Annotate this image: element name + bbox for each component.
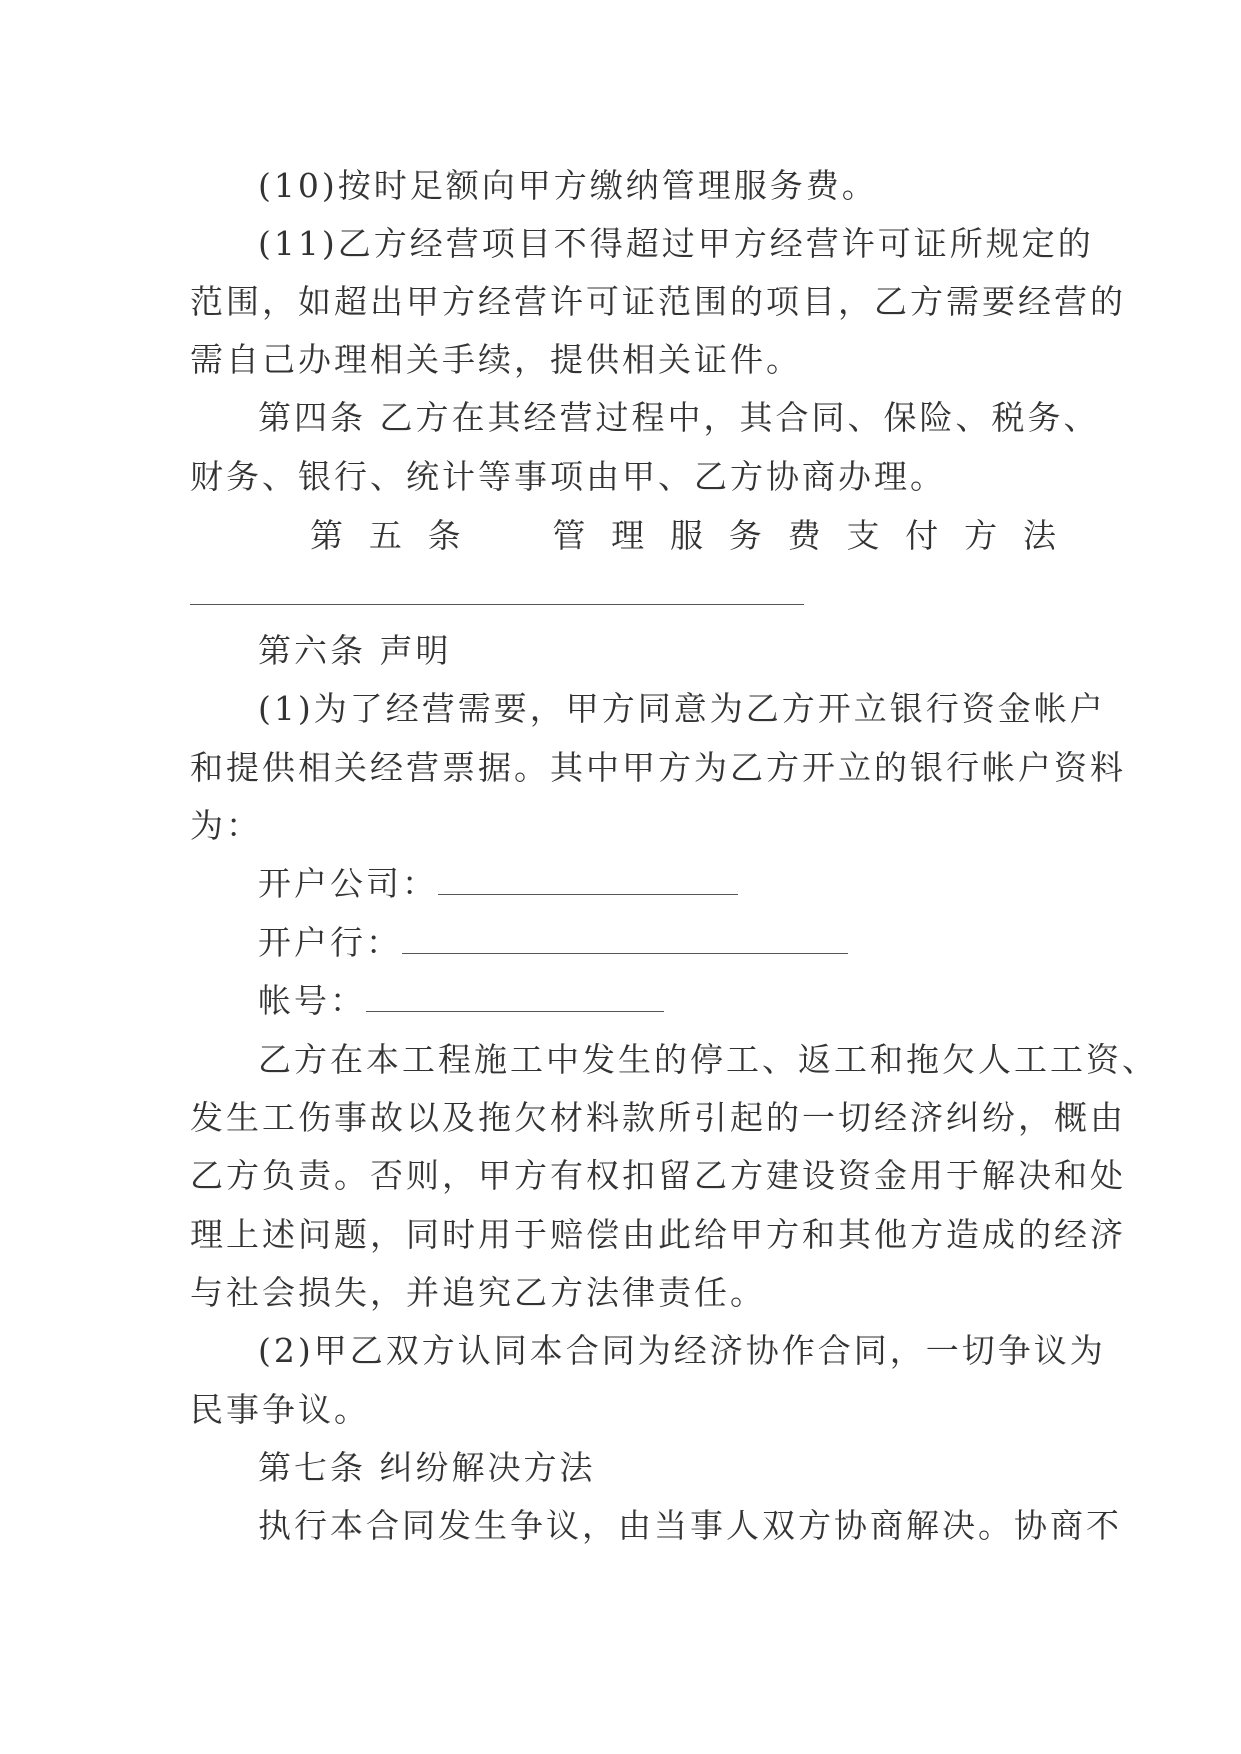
- clause-3-item-11: (11)乙方经营项目不得超过甲方经营许可证所规定的: [258, 224, 1094, 263]
- clause-7-text: 执行本合同发生争议，由当事人双方协商解决。协商不: [258, 1506, 1122, 1545]
- heading-char: 方: [964, 516, 998, 555]
- heading-char: 第: [310, 516, 343, 555]
- clause-3-item-10: (10)按时足额向甲方缴纳管理服务费。: [258, 166, 878, 205]
- account-company-row: [258, 864, 738, 904]
- clause-3-item-11-cont: 需自己办理相关手续，提供相关证件。: [190, 340, 802, 379]
- clause-4: 第四条 乙方在其经营过程中，其合同、保险、税务、: [258, 398, 1100, 437]
- clause-6-item-2: (2)甲乙双方认同本合同为经济协作合同，一切争议为: [258, 1331, 1106, 1370]
- clause-6-item-1-cont: 为：: [190, 806, 262, 845]
- account-company-blank: [438, 868, 738, 895]
- heading-char: 法: [1022, 516, 1056, 555]
- heading-char: 管: [552, 516, 586, 555]
- liability-paragraph-cont: 发生工伤事故以及拖欠材料款所引起的一切经济纠纷，概由: [190, 1098, 1126, 1137]
- clause-6-heading: 第六条 声明: [258, 631, 452, 670]
- liability-paragraph-cont: 理上述问题，同时用于赔偿由此给甲方和其他方造成的经济: [190, 1215, 1126, 1254]
- bank-blank: [402, 927, 848, 954]
- heading-char: 条: [427, 516, 461, 555]
- bank-row: [258, 923, 848, 963]
- liability-paragraph-cont: 乙方负责。否则，甲方有权扣留乙方建设资金用于解决和处: [190, 1156, 1126, 1195]
- clause-7-heading: 第七条 纠纷解决方法: [258, 1448, 596, 1487]
- heading-char: 费: [787, 516, 821, 555]
- heading-char: 服: [669, 516, 703, 555]
- heading-char: 务: [728, 516, 762, 555]
- fill-in-rule: [190, 604, 804, 605]
- clause-6-item-2-cont: 民事争议。: [190, 1390, 370, 1429]
- heading-char: 支: [846, 516, 880, 555]
- liability-paragraph-cont: 与社会损失，并追究乙方法律责任。: [190, 1273, 766, 1312]
- bank-label: 开户行：: [258, 923, 402, 962]
- clause-3-item-11-cont: 范围，如超出甲方经营许可证范围的项目，乙方需要经营的: [190, 282, 1126, 321]
- clause-5-heading: [310, 516, 1056, 556]
- clause-4-cont: 财务、银行、统计等事项由甲、乙方协商办理。: [190, 457, 946, 496]
- heading-char: 理: [611, 516, 645, 555]
- account-company-label: 开户公司：: [258, 864, 438, 903]
- account-number-row: [258, 981, 664, 1021]
- liability-paragraph: 乙方在本工程施工中发生的停工、返工和拖欠人工工资、: [258, 1040, 1158, 1079]
- account-number-label: 帐号：: [258, 981, 366, 1020]
- heading-gap: [486, 516, 526, 556]
- clause-6-item-1-cont: 和提供相关经营票据。其中甲方为乙方开立的银行帐户资料: [190, 748, 1126, 787]
- heading-char: 五: [368, 516, 402, 555]
- heading-char: 付: [905, 516, 939, 555]
- account-number-blank: [366, 985, 664, 1012]
- clause-6-item-1: (1)为了经营需要，甲方同意为乙方开立银行资金帐户: [258, 689, 1106, 728]
